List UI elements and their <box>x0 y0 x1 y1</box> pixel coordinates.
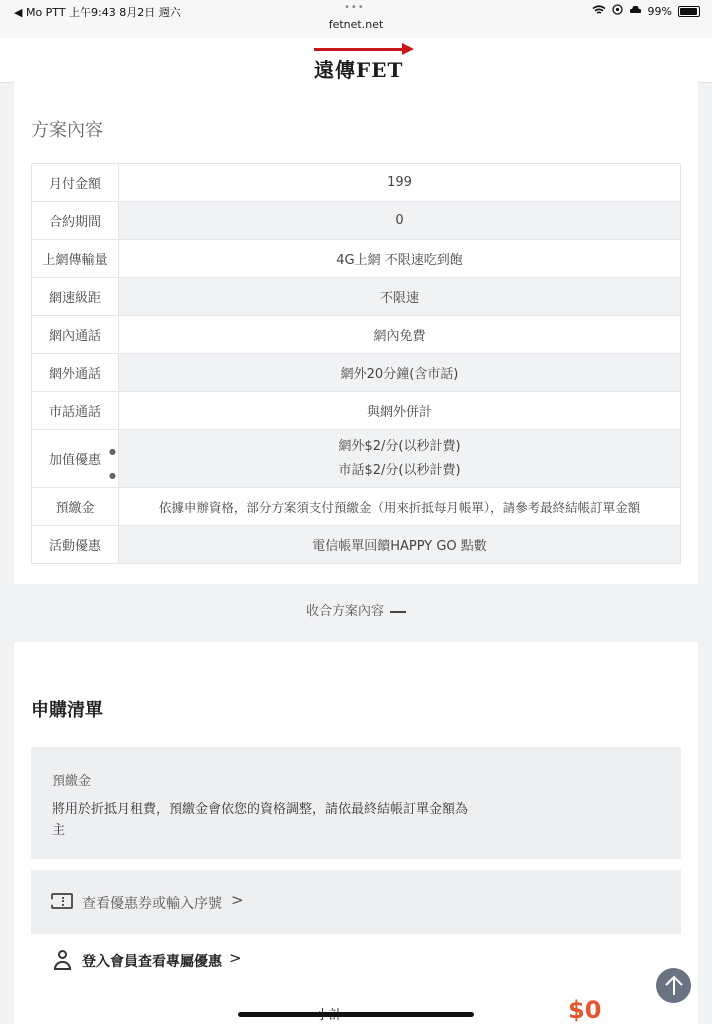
battery-percent: 99% <box>647 4 672 18</box>
row-value: 4G上網 不限速吃到飽 <box>119 240 681 278</box>
lock-rotation-icon <box>612 4 623 18</box>
collapse-plan-button[interactable] <box>0 600 712 619</box>
row-label: 網外通話 <box>32 354 119 392</box>
member-label: 登入會員查看專屬優惠 <box>82 954 222 970</box>
row-value: 電信帳單回饋HAPPY GO 點數 <box>119 526 681 564</box>
row-value: 199 <box>119 164 681 202</box>
logo-text: 遠傳FET <box>314 58 404 82</box>
coupon-label: 查看優惠券或輸入序號 <box>82 896 222 912</box>
value-line: 網外$2/分(以秒計費) <box>338 438 461 454</box>
collapse-plan-bar[interactable] <box>0 588 712 632</box>
row-label: 市話通話 <box>32 392 119 430</box>
row-label: 網內通話 <box>32 316 119 354</box>
chevron-right-icon: > <box>231 891 244 909</box>
arrow-up-icon <box>664 975 684 996</box>
status-bar <box>0 0 712 38</box>
table-row <box>32 316 681 354</box>
fet-logo[interactable] <box>314 42 416 82</box>
table-row <box>32 354 681 392</box>
order-list-title: 申購清單 <box>31 700 103 721</box>
table-row <box>32 278 681 316</box>
site-header <box>0 38 712 83</box>
coupon-button[interactable] <box>31 870 681 934</box>
plan-table <box>31 163 681 564</box>
order-card <box>14 642 698 1024</box>
table-row <box>32 164 681 202</box>
row-label: 網速級距 <box>32 278 119 316</box>
scroll-top-button[interactable] <box>656 968 691 1003</box>
address-url[interactable]: fetnet.net <box>328 18 384 31</box>
row-label <box>32 430 119 488</box>
status-right <box>592 4 700 18</box>
row-value: 網外20分鐘(含市話) <box>119 354 681 392</box>
table-row <box>32 526 681 564</box>
row-label: 預繳金 <box>32 488 119 526</box>
plan-section-title: 方案內容 <box>31 120 103 141</box>
row-label: 月付金額 <box>32 164 119 202</box>
table-row <box>32 430 681 488</box>
row-label: 上網傳輸量 <box>32 240 119 278</box>
collapse-label: 收合方案內容 <box>305 604 384 619</box>
row-value: 與網外併計 <box>119 392 681 430</box>
table-row <box>32 202 681 240</box>
logo-arrow-icon <box>402 43 414 55</box>
deposit-info-box <box>31 747 681 859</box>
deposit-description: 將用於折抵月租費，預繳金會依您的資格調整，請依最終結帳訂單金額為主 <box>52 802 469 838</box>
ticket-icon <box>51 893 73 909</box>
row-value <box>119 430 681 488</box>
member-login-link[interactable] <box>31 940 681 980</box>
car-icon <box>629 5 642 18</box>
person-icon <box>53 950 73 972</box>
row-value: 依據申辦資格，部分方案須支付預繳金（用來折抵每月帳單），請參考最終結帳訂單金額 <box>119 488 681 526</box>
logo-arrow-line <box>314 48 406 51</box>
value-line: 市話$2/分(以秒計費) <box>338 462 461 478</box>
row-value: 不限速 <box>119 278 681 316</box>
chevron-right-icon: > <box>229 949 242 967</box>
table-row <box>32 392 681 430</box>
home-indicator[interactable] <box>238 1012 474 1017</box>
battery-icon <box>678 6 700 17</box>
row-label-text: 加值優惠 <box>48 453 101 468</box>
subtotal-value: $0 <box>568 996 602 1024</box>
status-left: ◀ Mo PTT 上午9:43 8月2日 週六 <box>14 6 181 19</box>
wifi-icon <box>592 5 606 18</box>
row-value: 網內免費 <box>119 316 681 354</box>
plan-card <box>14 82 698 584</box>
table-row <box>32 240 681 278</box>
more-dots-icon[interactable]: ••• <box>344 2 365 13</box>
bullet-dots-icon: ● ● <box>109 447 116 480</box>
deposit-title: 預繳金 <box>52 774 92 789</box>
minus-icon <box>390 611 406 613</box>
table-row <box>32 488 681 526</box>
row-value: 0 <box>119 202 681 240</box>
row-label: 活動優惠 <box>32 526 119 564</box>
row-label: 合約期間 <box>32 202 119 240</box>
